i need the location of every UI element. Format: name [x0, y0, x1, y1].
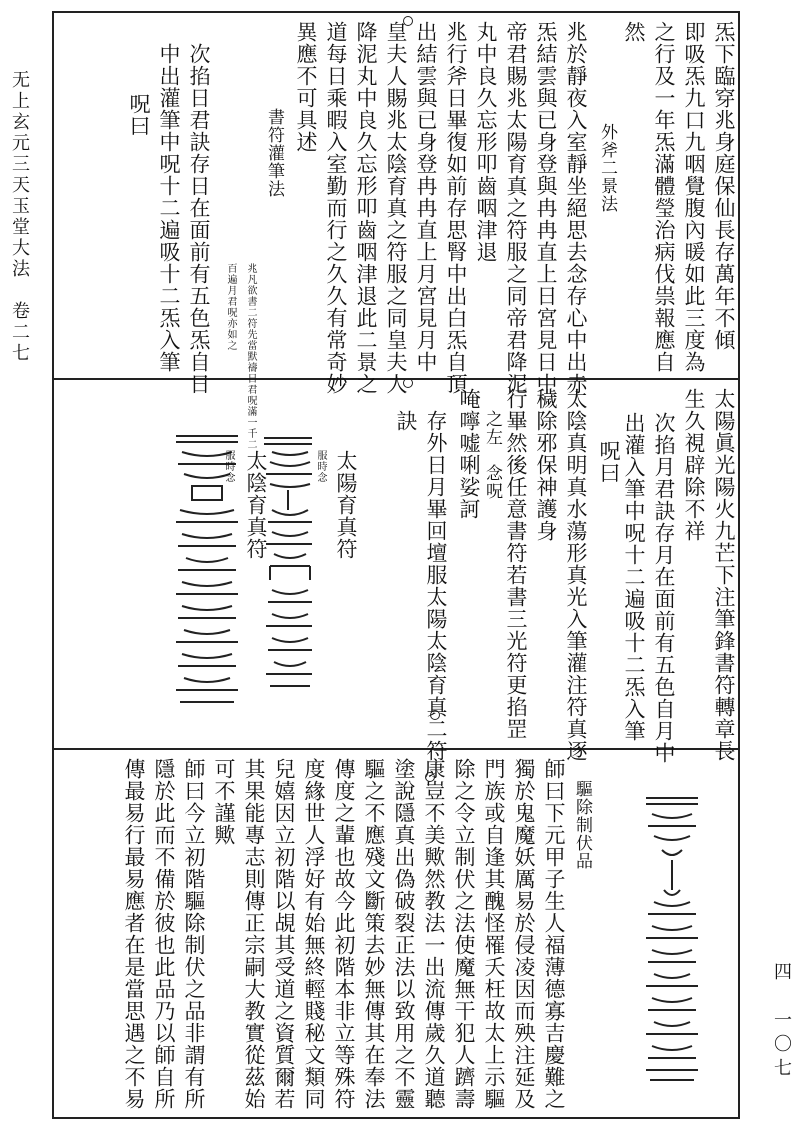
text-column: 存外日月畢回壇服太陽太陰育真二符 — [424, 410, 448, 762]
text-column: 次掐日君訣存日在面前有五色炁自日 — [187, 43, 211, 395]
text-column: 隱於此而不備於彼也此品乃以師自所 — [152, 758, 176, 1110]
text-column: 行畢然後任意書符若書三光符更掐罡 — [504, 388, 528, 740]
text-column: 之左 念呪 — [482, 410, 502, 500]
margin-book-title: 无上玄元三天玉堂大法 卷二七 — [9, 70, 30, 364]
text-column: 道每日乘暇入室勤而行之久久有常奇妙 — [324, 21, 348, 395]
circle-marker — [403, 16, 413, 26]
text-column: 生久視辟除不祥 — [682, 388, 706, 542]
text-column: 呪曰 — [597, 440, 621, 484]
panel-top — [52, 13, 740, 450]
margin-page-number: 四 一〇七 — [771, 962, 792, 1082]
circle-marker — [403, 378, 413, 388]
panel-bottom — [52, 750, 740, 1118]
text-column: 其果能專志則傳正宗嗣大教實從茲始 — [242, 758, 266, 1110]
text-column: 炁結雲與已身登與冉冉直上日宮見日中 — [534, 21, 558, 395]
quchu-talisman-seal — [642, 790, 702, 1090]
text-column: 穢除邪保神護身 — [534, 388, 558, 542]
text-column: 傳度之輩也故今此初階本非立等殊符 — [332, 758, 356, 1110]
text-column: 外斧二景法 — [597, 123, 617, 213]
text-column: 降泥丸中良久忘形叩齒咽津退此二景之 — [354, 21, 378, 395]
text-column: 帝君賜兆太陽育真之符服之同帝君降泥 — [504, 21, 528, 395]
text-column: 書符灌筆法 — [264, 108, 284, 198]
text-column: 太陰真明真水蕩形真光入筆灌注符真逐 — [564, 388, 588, 762]
text-column: 服時念 — [223, 450, 234, 483]
text-column: 中出灌筆中呪十二遍吸十二炁入筆 — [157, 43, 181, 373]
text-column: 炁下臨穿兆身庭保仙長存萬年不傾 — [712, 21, 736, 351]
taiyang-talisman-seal — [262, 430, 317, 700]
text-column: 除之令立制伏之法使魔無干犯人躋壽 — [452, 758, 476, 1110]
text-column: 訣 — [394, 410, 418, 432]
text-column: 驅除制伏品 — [572, 780, 592, 870]
text-column: 太陽育真符 — [334, 450, 358, 560]
text-column: 即吸炁九口九咽覺腹內暖如此三度為 — [682, 21, 706, 373]
text-column: 傳最易行最易應者在是當思遇之不易 — [122, 758, 146, 1110]
text-column: 異應不可具述 — [294, 21, 318, 153]
text-column: 可不謹歟 — [212, 758, 236, 846]
text-column: 師曰下元甲子生人福薄德寡吉慶難之 — [542, 758, 566, 1110]
text-column: 服時念 — [315, 450, 326, 483]
text-column: 塗說隱真出偽破裂正法以致用之不靈 — [392, 758, 416, 1110]
text-column: 兆於靜夜入室靜坐絕思去念存心中出赤 — [564, 21, 588, 395]
text-column: 兆行斧日畢復如前存思腎中出白炁自頂 — [444, 21, 468, 395]
circle-marker — [425, 772, 435, 782]
circle-marker — [430, 710, 440, 720]
panel-middle — [52, 380, 740, 764]
text-column: 門族或自逢其醜怪罹夭枉故太上示驅 — [482, 758, 506, 1110]
text-column: 出灌入筆中呪十二遍吸十二炁入筆 — [622, 412, 646, 742]
text-column: 之行及一年炁滿體瑩治病伐祟報應自 — [652, 21, 676, 373]
text-column: 太陰育真符 — [244, 450, 268, 560]
text-column: 獨於鬼魔妖厲易於侵凌因而殃注延及 — [512, 758, 536, 1110]
text-column: 驅之不應殘文斷策去妙無傳其在奉法 — [362, 758, 386, 1110]
text-column: 皇夫人賜兆太陰育真之符服之同皇夫人 — [384, 21, 408, 395]
text-column: 出結雲與已身登冉冉直上月宮見月中 — [414, 21, 438, 373]
text-column: 呪曰 — [127, 93, 151, 137]
text-column: 兒嬉因立初階以覘其受道之資質爾若 — [272, 758, 296, 1110]
text-column: 兆凡欲書二符先當默禱日君呪滿一千二 — [245, 263, 256, 450]
text-column: 唵嚀嘘唎娑訶 — [457, 388, 481, 520]
text-column: 太陽眞光陽火九芒下注筆鋒書符轉章長 — [712, 388, 736, 762]
text-column: 丸中良久忘形叩齒咽津退 — [474, 21, 498, 263]
text-column: 次掐月君訣存月在面前有五色自月中 — [652, 412, 676, 764]
text-column: 師曰今立初階驅除制伏之品非謂有所 — [182, 758, 206, 1110]
text-column: 然 — [622, 21, 646, 43]
text-column: 康豈不美歟然教法一出流傳歲久道聽 — [422, 758, 446, 1110]
text-column: 百遍月君呪亦如之 — [225, 263, 236, 351]
text-column: 度緣世人浮好有始無終輕賤秘文類同 — [302, 758, 326, 1110]
